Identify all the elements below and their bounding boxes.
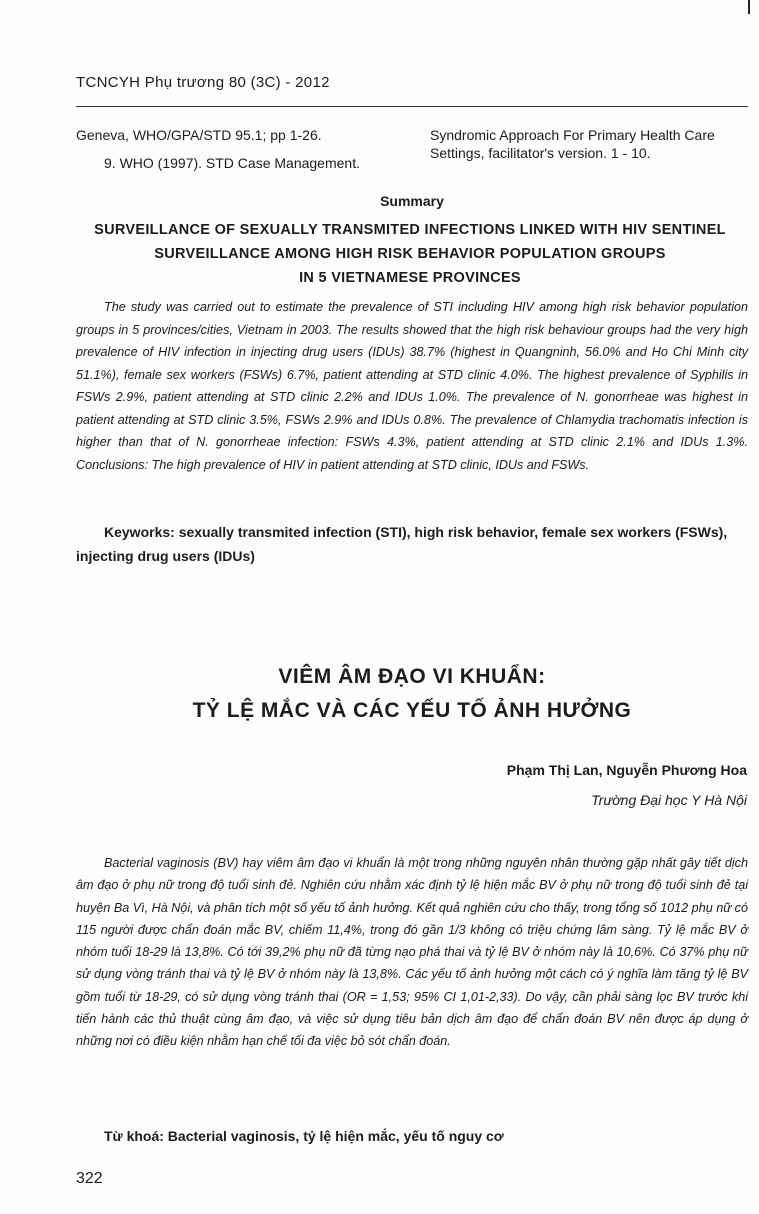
article-title-line: VIÊM ÂM ĐẠO VI KHUẨN: — [278, 665, 546, 688]
reference-column-right — [430, 126, 748, 172]
reference-item: Geneva, WHO/GPA/STD 95.1; pp 1-26. — [76, 127, 322, 143]
header-rule — [76, 106, 748, 107]
article-abstract: Bacterial vaginosis (BV) hay viêm âm đạo vi khuẩn là một trong những nguyên nhân thường gặp nhất gây tiết dịch âm đạo ở phụ nữ trong độ tuổi sinh đẻ. Nghiên cứu nhằm xác định tỷ lệ hiện mắc BV ở phụ nữ trong độ tuổi sinh đẻ tại huyện Ba Vì, Hà Nội, và phân tích một số yếu tố ảnh hưởng. Kết quả nghiên cứu cho thấy, trong tổng số 1012 phụ nữ có 115 người được chẩn đoán mắc BV, chiếm 11,4%, trong đó gần 1/3 không có triệu chứng lâm sàng. Tỷ lệ mắc BV ở nhóm tuổi 18-29 là 13,8%. Có tới 39,2% phụ nữ đã từng nạo phá thai và tỷ lệ BV ở nhóm này là 10,6%. Có 37% phụ nữ sử dụng vòng tránh thai và tỷ lệ BV ở nhóm này là 13,8%. Các yếu tố ảnh hưởng một cách có ý nghĩa làm tăng tỷ lệ BV gồm tuổi từ 18-29, có sử dụng vòng tránh thai (OR = 1,53; 95% CI 1,01-2,33). Do vậy, cần phải sàng lọc BV trước khi tiến hành các thủ thuật cùng âm đạo, và việc sử dụng tiêu bản dịch âm đạo để chẩn đoán BV nên được áp dụng ở những nơi có điều kiện nhằm hạn chế tối đa việc bỏ sót chẩn đoán. — [76, 856, 748, 1049]
reference-item: Syndromic Approach For Primary Health Care Settings, facilitator's version. 1 - 10. — [430, 127, 715, 162]
english-title-line: SURVEILLANCE AMONG HIGH RISK BEHAVIOR POPULATION GROUPS — [154, 246, 666, 262]
english-abstract: The study was carried out to estimate the prevalence of STI including HIV among high risk behavior population groups in 5 provinces/cities, Vietnam in 2003. The results showed that the high risk behaviour groups had the very high prevalence of HIV infection in injecting drug users (IDUs) 38.7% (highest in Quangninh, 56.0% and Ho Chi Minh city 51.1%), female sex workers (FSWs) 6.7%, patient attending at STD clinic 4.0%. The highest prevalence of Syphilis in FSWs 2.9%, patient attending at STD clinic 2.2% and IDUs 1.0%. The prevalence of N. gonorrheae was highest in patient attending at STD clinic 3.5%, FSWs 2.9% and IDUs 0.8%. The prevalence of Chlamydia trachomatis infection is higher than that of N. gonorrheae infection: FSWs 4.3%, patient attending at STD clinic 2.1% and IDUs 1.3%. Conclusions: The high prevalence of HIV in patient attending at STD clinic, IDUs and FSWs. — [76, 300, 748, 472]
article-title-line: TỶ LỆ MẮC VÀ CÁC YẾU TỐ ẢNH HƯỞNG — [192, 699, 632, 722]
page-number: 322 — [76, 1170, 103, 1187]
reference-item: 9. WHO (1997). STD Case Management. — [104, 155, 360, 172]
page-edge-mark — [748, 0, 750, 14]
article-title — [76, 660, 748, 728]
reference-column-left — [76, 126, 416, 182]
summary-heading: Summary — [380, 193, 444, 209]
article-affiliation: Trường Đại học Y Hà Nội — [591, 792, 747, 808]
article-authors: Phạm Thị Lan, Nguyễn Phương Hoa — [506, 762, 747, 778]
english-title-line: SURVEILLANCE OF SEXUALLY TRANSMITED INFECTIONS LINKED WITH HIV SENTINEL — [94, 222, 726, 238]
english-title — [60, 218, 759, 290]
running-header: TCNCYH Phụ trương 80 (3C) - 2012 — [76, 74, 330, 91]
english-keywords: Keyworks: sexually transmited infection (STI), high risk behavior, female sex workers (FSWs), injecting drug users (IDUs) — [76, 524, 728, 564]
english-title-line: IN 5 VIETNAMESE PROVINCES — [299, 270, 521, 286]
article-keywords: Từ khoá: Bacterial vaginosis, tỷ lệ hiện mắc, yếu tố nguy cơ — [104, 1128, 504, 1144]
